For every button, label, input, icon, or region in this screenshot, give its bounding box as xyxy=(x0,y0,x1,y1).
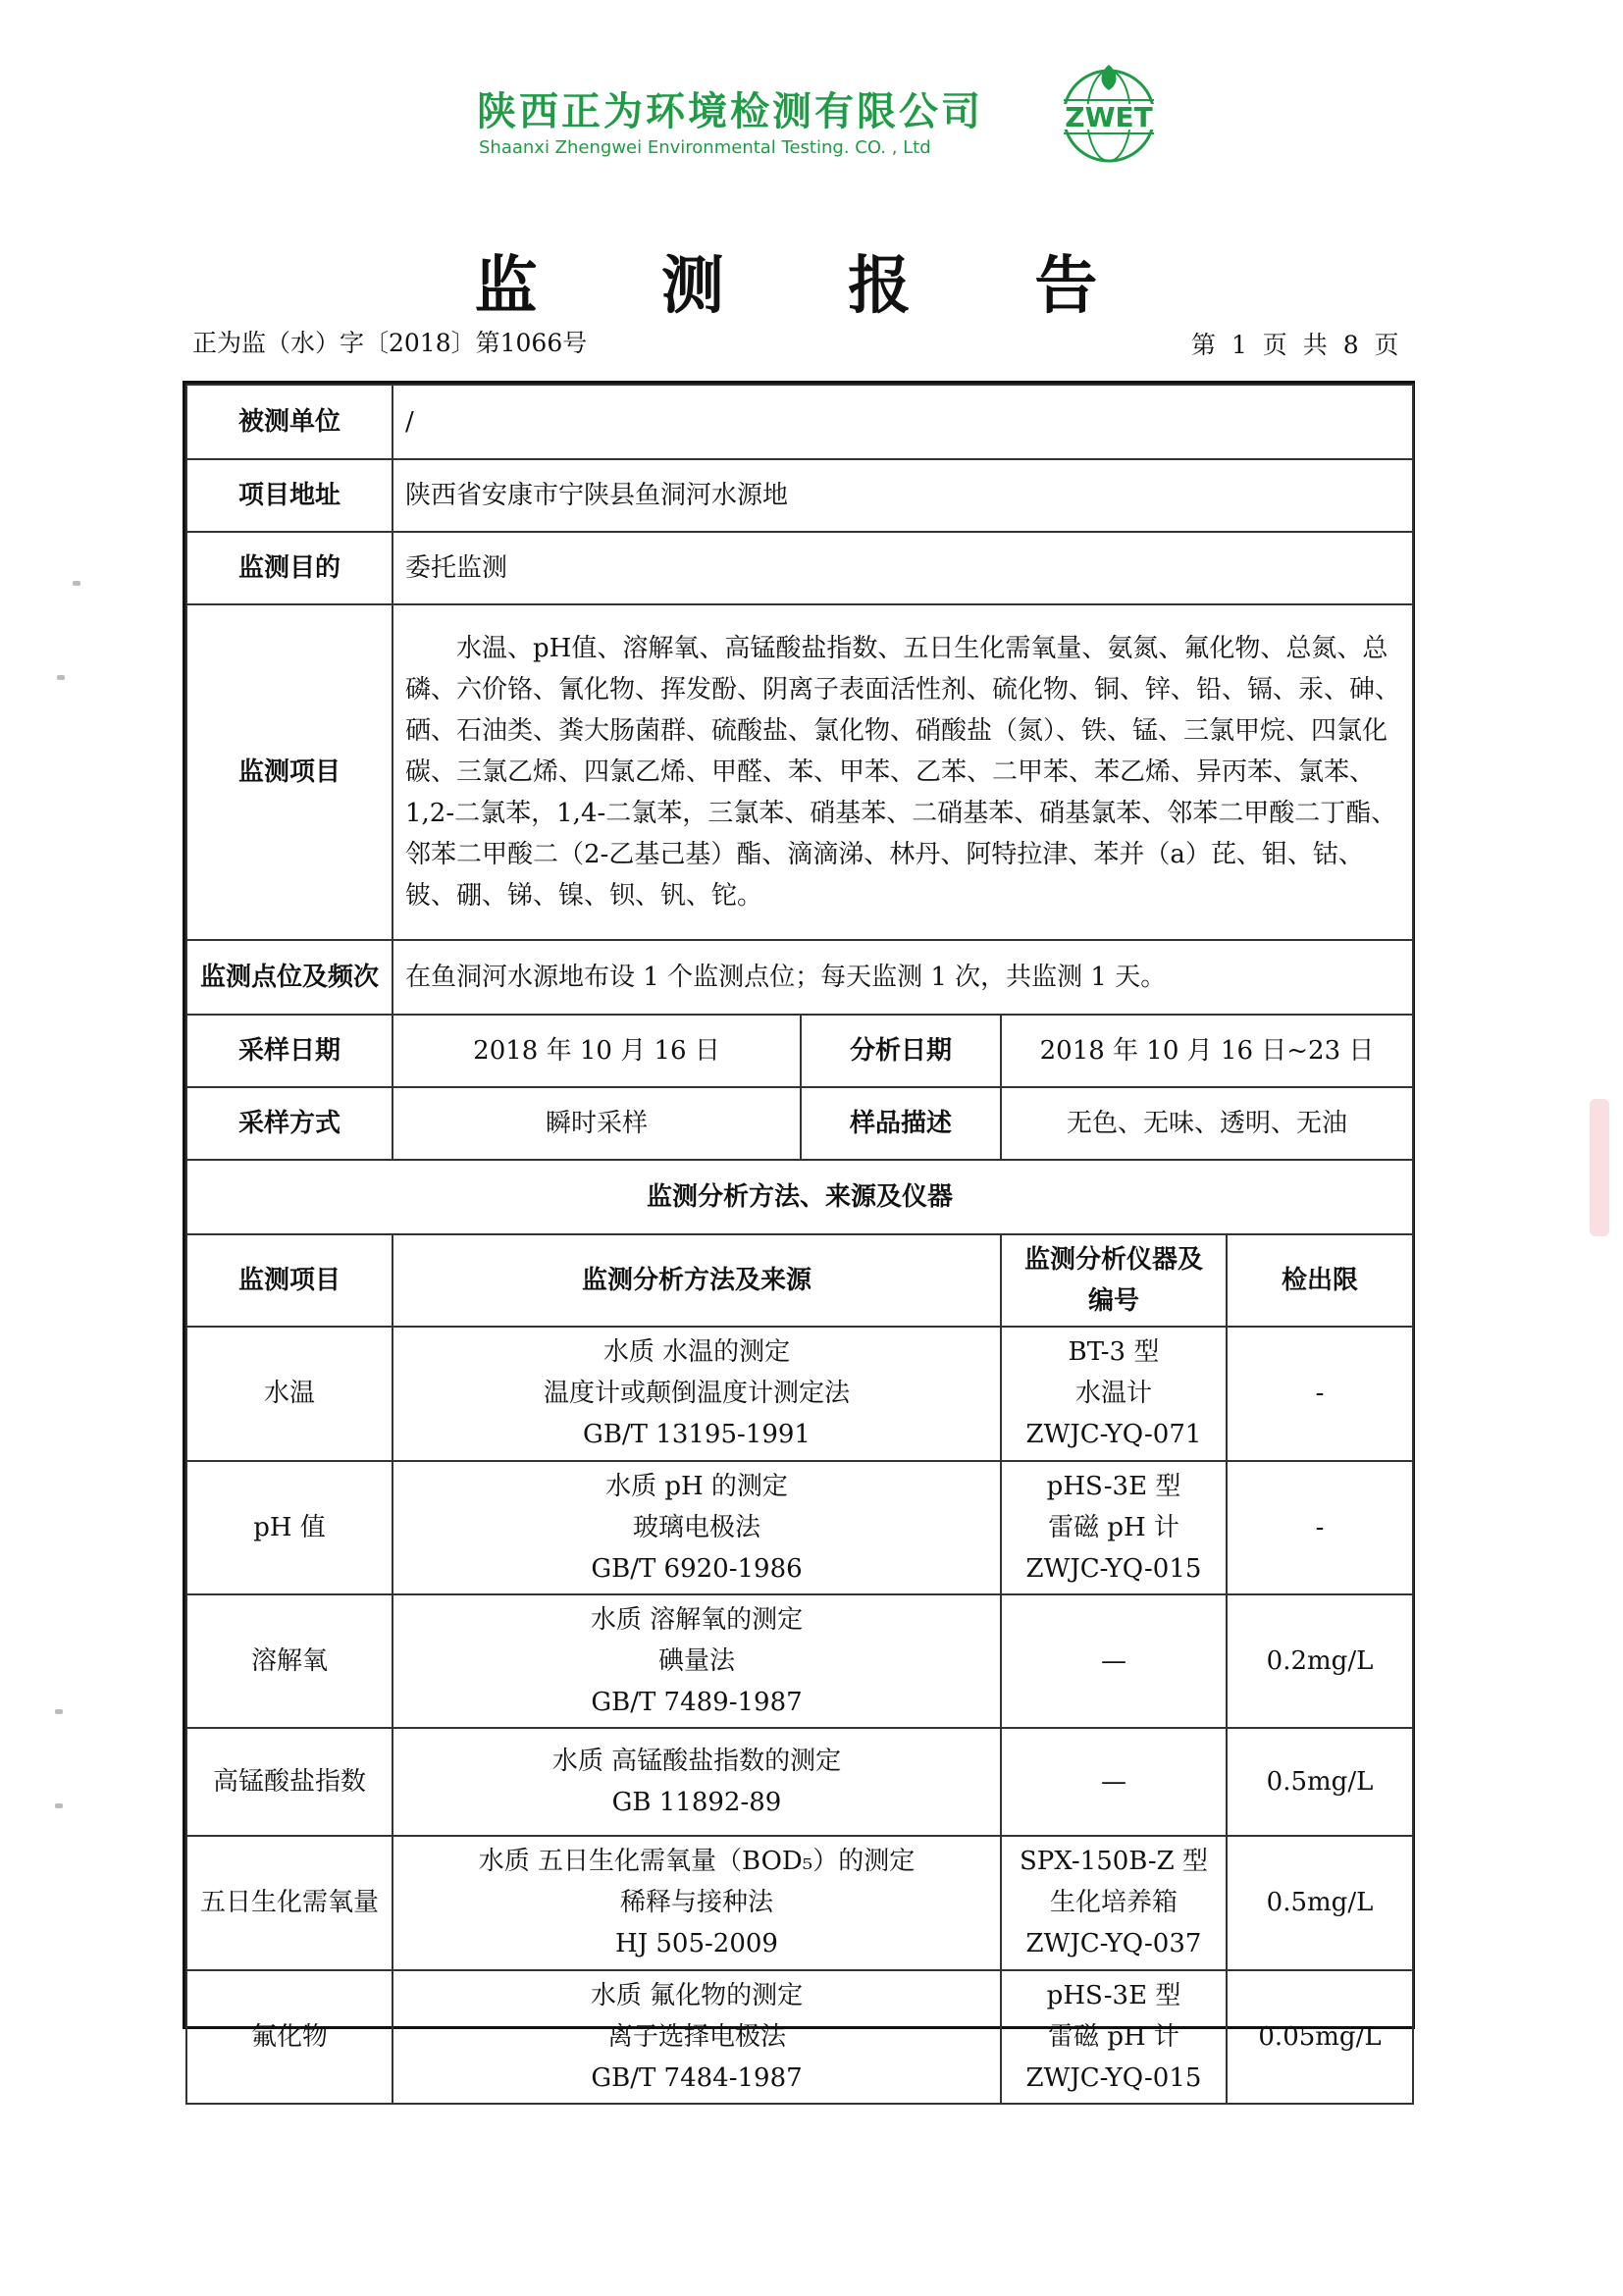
sampling-date-value: 2018 年 10 月 16 日 xyxy=(393,1015,801,1087)
method-row xyxy=(186,1594,1413,1728)
company-name-cn: 陕西正为环境检测有限公司 xyxy=(477,89,983,134)
row-unit xyxy=(186,385,1413,459)
sample-desc-label: 样品描述 xyxy=(801,1087,1001,1160)
method-detection-limit: 0.05mg/L xyxy=(1227,1970,1413,2104)
method-detection-limit: - xyxy=(1227,1461,1413,1594)
instrument-line: pHS-3E 型 xyxy=(1046,1471,1181,1501)
method-row xyxy=(186,1327,1413,1460)
instrument-line: BT-3 型 xyxy=(1068,1337,1160,1368)
address-label: 项目地址 xyxy=(186,459,393,532)
purpose-label: 监测目的 xyxy=(186,532,393,604)
row-method-desc xyxy=(186,1087,1413,1160)
method-line: 水质 水温的测定 xyxy=(602,1337,791,1368)
method-row xyxy=(186,1461,1413,1594)
method-line: 稀释与接种法 xyxy=(619,1888,773,1918)
unit-label: 被测单位 xyxy=(186,385,393,459)
method-line: 玻璃电极法 xyxy=(632,1512,760,1542)
method-line: GB/T 7484-1987 xyxy=(591,2062,803,2093)
method-detection-limit: 0.5mg/L xyxy=(1227,1836,1413,1969)
method-row xyxy=(186,1970,1413,2104)
instrument-line: — xyxy=(1101,1767,1126,1798)
method-line: 离子选择电极法 xyxy=(606,2021,786,2052)
method-source xyxy=(393,1728,1001,1836)
method-source xyxy=(393,1836,1001,1969)
method-line: 水质 溶解氧的测定 xyxy=(590,1604,804,1635)
method-line: GB/T 13195-1991 xyxy=(583,1420,811,1450)
instrument-line: ZWJC-YQ-071 xyxy=(1025,1420,1202,1450)
row-items xyxy=(186,604,1413,940)
method-instrument xyxy=(1001,1836,1227,1969)
method-instrument xyxy=(1001,1594,1227,1728)
instrument-line: 雷磁 pH 计 xyxy=(1048,1512,1179,1542)
instrument-line: ZWJC-YQ-015 xyxy=(1025,1553,1202,1584)
method-item: 氟化物 xyxy=(186,1970,393,2104)
unit-value: / xyxy=(393,385,1413,459)
punch-mark xyxy=(73,581,80,586)
methods-section-title: 监测分析方法、来源及仪器 xyxy=(186,1160,1413,1234)
method-detection-limit: 0.5mg/L xyxy=(1227,1728,1413,1836)
row-address xyxy=(186,459,1413,532)
report-table-frame xyxy=(183,381,1415,2093)
instrument-line: pHS-3E 型 xyxy=(1046,1980,1181,2010)
row-dates xyxy=(186,1015,1413,1087)
points-value: 在鱼洞河水源地布设 1 个监测点位；每天监测 1 次，共监测 1 天。 xyxy=(393,940,1413,1015)
method-source xyxy=(393,1327,1001,1460)
logo-text: ZWET xyxy=(1065,101,1153,133)
row-section-title xyxy=(186,1160,1413,1234)
instrument-line: 生化培养箱 xyxy=(1049,1888,1178,1918)
methods-body xyxy=(186,1327,1413,2104)
doc-number: 正为监（水）字〔2018〕第1066号 xyxy=(192,329,588,357)
method-source xyxy=(393,1970,1001,2104)
company-header xyxy=(461,61,1227,179)
analysis-date-label: 分析日期 xyxy=(801,1015,1001,1087)
report-title: 监 测 报 告 xyxy=(474,249,1149,323)
method-source xyxy=(393,1461,1001,1594)
method-line: GB/T 6920-1986 xyxy=(591,1553,803,1584)
method-line: GB/T 7489-1987 xyxy=(591,1688,803,1718)
sampling-method-label: 采样方式 xyxy=(186,1087,393,1160)
punch-mark xyxy=(55,1803,63,1808)
method-item: pH 值 xyxy=(186,1461,393,1594)
method-item: 高锰酸盐指数 xyxy=(186,1728,393,1836)
instrument-line: — xyxy=(1101,1645,1126,1676)
method-row xyxy=(186,1728,1413,1836)
methods-header-method: 监测分析方法及来源 xyxy=(393,1234,1001,1327)
method-instrument xyxy=(1001,1461,1227,1594)
method-line: GB 11892-89 xyxy=(611,1788,782,1818)
instrument-line: 水温计 xyxy=(1074,1379,1152,1409)
items-label: 监测项目 xyxy=(186,604,393,940)
items-value: 水温、pH值、溶解氧、高锰酸盐指数、五日生化需氧量、氨氮、氟化物、总氮、总磷、六价铬、氰化物、挥发酚、阴离子表面活性剂、硫化物、铜、锌、铅、镉、汞、砷、硒、石油类、粪大肠菌群、硫酸盐、氯化物、硝酸盐（氮）、铁、锰、三氯甲烷、四氯化碳、三氯乙烯、四氯乙烯、甲醛、苯、甲苯、乙苯、二甲苯、苯乙烯、异丙苯、氯苯、1,2-二氯苯，1,4-二氯苯，三氯苯、硝基苯、二硝基苯、硝基氯苯、邻苯二甲酸二丁酯、邻苯二甲酸二（2-乙基己基）酯、滴滴涕、林丹、阿特拉津、苯并（a）芘、钼、钴、铍、硼、锑、镍、钡、钒、铊。 xyxy=(393,604,1413,940)
zwet-logo-icon xyxy=(1048,61,1170,169)
instrument-line: ZWJC-YQ-037 xyxy=(1025,1929,1202,1959)
sampling-date-label: 采样日期 xyxy=(186,1015,393,1087)
instrument-line: 雷磁 pH 计 xyxy=(1048,2021,1179,2052)
methods-header-row xyxy=(186,1234,1413,1327)
methods-header-item: 监测项目 xyxy=(186,1234,393,1327)
punch-mark xyxy=(55,1709,63,1714)
method-item: 溶解氧 xyxy=(186,1594,393,1728)
method-line: 水质 高锰酸盐指数的测定 xyxy=(551,1747,842,1777)
method-instrument xyxy=(1001,1327,1227,1460)
method-line: HJ 505-2009 xyxy=(615,1929,778,1959)
method-row xyxy=(186,1836,1413,1969)
points-label: 监测点位及频次 xyxy=(186,940,393,1015)
page-info: 第 1 页 共 8 页 xyxy=(1191,331,1399,359)
methods-header-instrument: 监测分析仪器及编号 xyxy=(1001,1234,1227,1327)
method-item: 五日生化需氧量 xyxy=(186,1836,393,1969)
instrument-line: ZWJC-YQ-015 xyxy=(1025,2062,1202,2093)
sample-desc-value: 无色、无味、透明、无油 xyxy=(1001,1087,1413,1160)
method-line: 水质 pH 的测定 xyxy=(605,1471,788,1501)
analysis-date-value: 2018 年 10 月 16 日~23 日 xyxy=(1001,1015,1413,1087)
method-instrument xyxy=(1001,1728,1227,1836)
sampling-method-value: 瞬时采样 xyxy=(393,1087,801,1160)
punch-mark xyxy=(57,675,65,680)
row-purpose xyxy=(186,532,1413,604)
method-source xyxy=(393,1594,1001,1728)
method-detection-limit: - xyxy=(1227,1327,1413,1460)
company-name-en: Shaanxi Zhengwei Environmental Testing. CO. , Ltd xyxy=(479,137,931,158)
address-value: 陕西省安康市宁陕县鱼洞河水源地 xyxy=(393,459,1413,532)
method-item: 水温 xyxy=(186,1327,393,1460)
method-line: 碘量法 xyxy=(657,1645,735,1676)
method-line: 水质 氟化物的测定 xyxy=(590,1980,804,2010)
report-table xyxy=(185,384,1414,2105)
instrument-line: SPX-150B-Z 型 xyxy=(1019,1847,1208,1877)
methods-header-limit: 检出限 xyxy=(1227,1234,1413,1327)
method-line: 水质 五日生化需氧量（BOD₅）的测定 xyxy=(478,1847,916,1877)
purpose-value: 委托监测 xyxy=(393,532,1413,604)
row-points xyxy=(186,940,1413,1015)
seal-stamp-fragment xyxy=(1590,1099,1609,1236)
method-line: 温度计或颠倒温度计测定法 xyxy=(543,1379,850,1409)
method-instrument xyxy=(1001,1970,1227,2104)
method-detection-limit: 0.2mg/L xyxy=(1227,1594,1413,1728)
